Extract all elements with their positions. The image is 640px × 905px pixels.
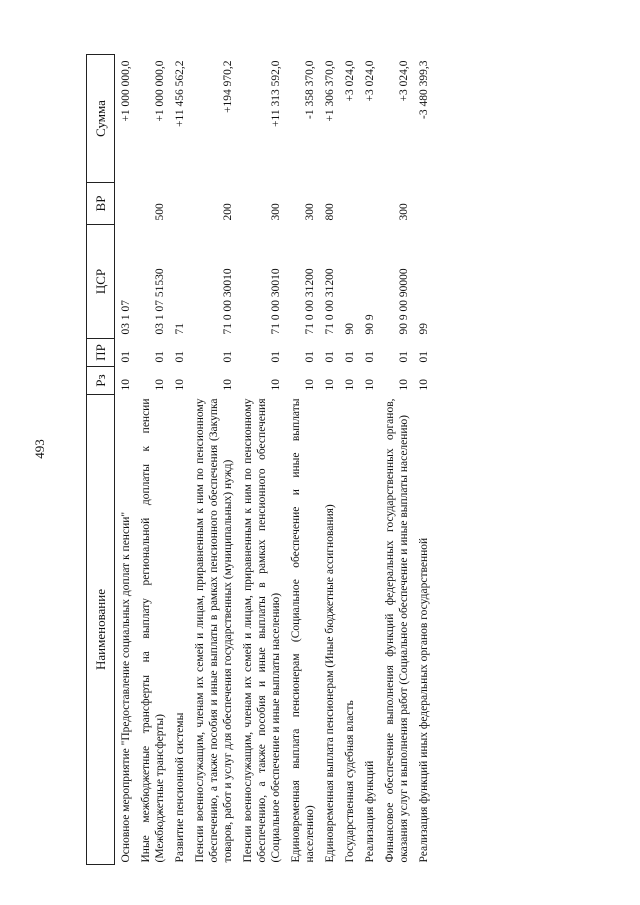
row-vr bbox=[341, 183, 361, 225]
table-header-row bbox=[87, 55, 115, 865]
table-row bbox=[381, 55, 415, 865]
row-name: Пенсии военнослужащим, членам их семей и лицам, приравненным к ним по пенсионному обеспечению, а также пособия и иные выплаты в рамках пенсионного обеспечения (Закупка товаров, работ и услуг для обеспечения государственных (муниципальных) нужд) bbox=[194, 398, 234, 863]
table-row bbox=[191, 55, 239, 865]
row-csr: 90 bbox=[344, 323, 356, 335]
row-sum: +1 000 000,0 bbox=[154, 60, 166, 122]
row-vr: 800 bbox=[324, 203, 336, 221]
row-name: Финансовое обеспечение выполнения функций федеральных государственных органов, оказания услуг и выполнения работ (Социальное обеспечение и иные выплаты населению) bbox=[384, 398, 410, 863]
header-vr: ВР bbox=[87, 183, 115, 225]
row-rz: 10 bbox=[344, 379, 356, 391]
row-vr: 200 bbox=[222, 203, 234, 221]
row-vr: 300 bbox=[270, 203, 282, 221]
row-pr: 01 bbox=[324, 351, 336, 363]
table-row bbox=[137, 55, 171, 865]
page-number: 493 bbox=[32, 439, 47, 459]
row-vr bbox=[361, 183, 381, 225]
header-csr: ЦСР bbox=[87, 225, 115, 339]
row-csr: 71 0 00 31200 bbox=[324, 268, 336, 335]
budget-table bbox=[86, 54, 435, 865]
table-row bbox=[341, 55, 361, 865]
row-pr: 01 bbox=[154, 351, 166, 363]
row-sum: +194 970,2 bbox=[222, 60, 234, 113]
row-pr: 01 bbox=[364, 351, 376, 363]
header-rz: Рз bbox=[87, 367, 115, 395]
header-name: Наименование bbox=[87, 395, 115, 865]
row-sum: +11 313 592,0 bbox=[270, 60, 282, 127]
table-row bbox=[171, 55, 191, 865]
row-csr: 03 1 07 51530 bbox=[154, 268, 166, 335]
row-name: Реализация функций bbox=[364, 760, 376, 863]
row-rz: 10 bbox=[270, 379, 282, 391]
header-sum: Сумма bbox=[87, 55, 115, 183]
row-name: Иные межбюджетные трансферты на выплату региональной доплаты к пенсии (Межбюджетные трансферты) bbox=[140, 398, 166, 863]
row-rz: 10 bbox=[324, 379, 336, 391]
row-sum: +3 024,0 bbox=[398, 60, 410, 102]
row-rz: 10 bbox=[120, 379, 132, 391]
row-csr: 99 bbox=[418, 323, 430, 335]
row-name: Основное мероприятие "Предоставление социальных доплат к пенсии" bbox=[120, 511, 132, 863]
row-sum: +1 000 000,0 bbox=[120, 60, 132, 122]
row-name: Государственная судебная власть bbox=[344, 700, 356, 863]
row-sum: +1 306 370,0 bbox=[324, 60, 336, 122]
row-sum: +3 024,0 bbox=[344, 60, 356, 102]
row-csr: 71 0 00 30010 bbox=[270, 268, 282, 335]
row-vr: 300 bbox=[398, 203, 410, 221]
row-name: Пенсии военнослужащим, членам их семей и лицам, приравненным к ним по пенсионному обеспечению, а также пособия и иные выплаты в рамках пенсионного обеспечения (Социальное обеспечение и иные выплаты населению) bbox=[242, 398, 282, 863]
row-name: Реализация функций иных федеральных органов государственной bbox=[418, 537, 430, 863]
table-row bbox=[415, 55, 435, 865]
table-row bbox=[239, 55, 287, 865]
row-vr bbox=[115, 183, 138, 225]
row-csr: 71 bbox=[174, 323, 186, 335]
row-name: Развитие пенсионной системы bbox=[174, 712, 186, 863]
row-rz: 10 bbox=[304, 379, 316, 391]
table-row bbox=[361, 55, 381, 865]
row-pr: 01 bbox=[304, 351, 316, 363]
row-rz: 10 bbox=[364, 379, 376, 391]
row-rz: 10 bbox=[418, 379, 430, 391]
row-vr: 300 bbox=[304, 203, 316, 221]
row-rz: 10 bbox=[154, 379, 166, 391]
row-vr bbox=[415, 183, 435, 225]
row-vr: 500 bbox=[154, 203, 166, 221]
row-pr: 01 bbox=[418, 351, 430, 363]
row-csr: 03 1 07 bbox=[120, 300, 132, 335]
header-pr: ПР bbox=[87, 339, 115, 367]
table-row bbox=[115, 55, 138, 865]
row-csr: 90 9 bbox=[364, 314, 376, 335]
row-csr: 90 9 00 90000 bbox=[398, 268, 410, 335]
row-pr: 01 bbox=[344, 351, 356, 363]
row-pr: 01 bbox=[174, 351, 186, 363]
row-name: Единовременная выплата пенсионерам (Социальное обеспечение и иные выплаты населению) bbox=[290, 398, 316, 863]
row-pr: 01 bbox=[270, 351, 282, 363]
row-rz: 10 bbox=[222, 379, 234, 391]
row-sum: +11 456 562,2 bbox=[174, 60, 186, 127]
row-rz: 10 bbox=[174, 379, 186, 391]
row-sum: -3 480 399,3 bbox=[418, 60, 430, 119]
table-row bbox=[321, 55, 341, 865]
row-csr: 71 0 00 31200 bbox=[304, 268, 316, 335]
budget-table-page bbox=[86, 55, 626, 865]
table-row bbox=[287, 55, 321, 865]
row-pr: 01 bbox=[120, 351, 132, 363]
row-csr: 71 0 00 30010 bbox=[222, 268, 234, 335]
row-rz: 10 bbox=[398, 379, 410, 391]
row-sum: +3 024,0 bbox=[364, 60, 376, 102]
row-pr: 01 bbox=[222, 351, 234, 363]
row-vr bbox=[171, 183, 191, 225]
row-pr: 01 bbox=[398, 351, 410, 363]
row-name: Единовременная выплата пенсионерам (Иные бюджетные ассигнования) bbox=[324, 504, 336, 863]
row-sum: -1 358 370,0 bbox=[304, 60, 316, 119]
